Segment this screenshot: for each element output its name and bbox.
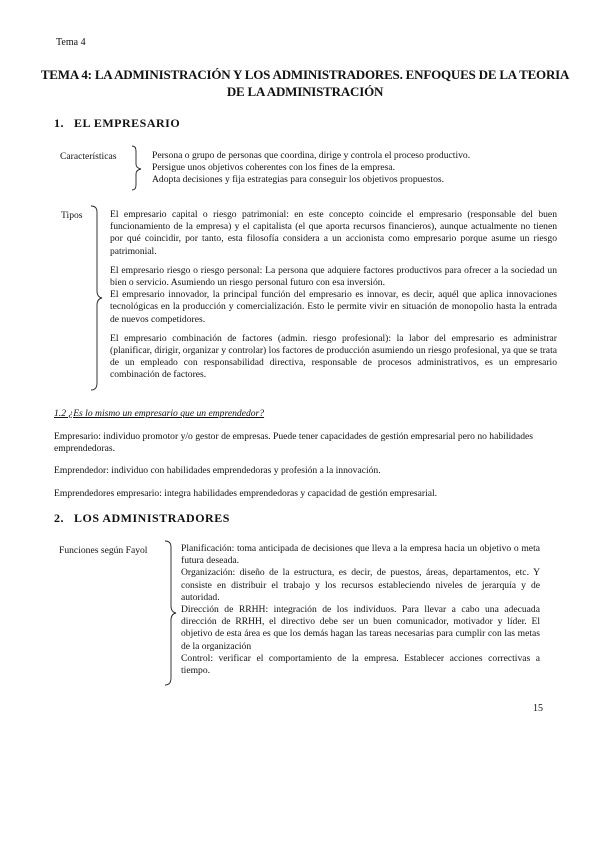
funcion-item: Organización: diseño de la estructura, es decir, de puestos, áreas, departamentos, etc. Y consiste en distribuir el trabajo y los recursos estableciendo niveles de jerarquía y de autoridad. xyxy=(181,567,540,603)
tipos-label: Tipos xyxy=(61,210,83,221)
funcion-item: Dirección de RRHH: integración de los individuos. Para llevar a cabo una adecuada dirección de RRHH, el directivo debe ser un buen comunicador, motivador y líder. El objetivo de esta área es que los demás hagan las tareas necesarias para cumplir con las metas de la organización xyxy=(181,604,540,652)
definicion-empresario xyxy=(54,431,554,455)
section-1-title: EL EMPRESARIO xyxy=(74,116,181,130)
brace-path xyxy=(132,146,141,190)
brace-path xyxy=(165,541,176,685)
caracteristica-item: Persona o grupo de personas que coordina, dirige y controla el proceso productivo. xyxy=(152,150,471,161)
page-number: 15 xyxy=(533,703,543,714)
paragraph: Empresario: individuo promotor y/o gestor de empresas. Puede tener capacidades de gestión empresarial pero no habilidades emprendedoras. xyxy=(54,431,534,455)
tipo-item: El empresario capital o riesgo patrimonial: en este concepto coincide el empresario (responsable del buen funcionamiento de la empresa) y el capitalista (el que aporta recursos financieros), aunque actualmente no tienen por qué coincidir, por tanto, esta filosofía considera a un accionista como empresario porque asume un riesgo patrimonial. xyxy=(110,209,557,257)
subsection-heading: 1.2 ¿Es lo mismo un empresario que un emprendedor? xyxy=(54,408,265,419)
section-2-heading xyxy=(54,512,230,524)
caracteristica-item: Persigue unos objetivos coherentes con los fines de la empresa. xyxy=(152,162,395,174)
paragraph: Emprendedores empresario: integra habilidades emprendedoras y capacidad de gestión empresarial. xyxy=(54,488,438,499)
caracteristicas-list xyxy=(152,150,557,187)
caracteristicas-label: Características xyxy=(60,151,117,162)
funciones-label: Funciones según Fayol xyxy=(59,545,148,556)
brace-path xyxy=(91,206,102,390)
caracteristica-item: Adopta decisiones y fija estrategias para conseguir los objetivos propuestos. xyxy=(152,174,445,186)
tipo-item: El empresario riesgo o riesgo personal: La persona que adquiere factores productivos para ofrecer a la sociedad un bien o servicio. Asumiendo un riesgo personal futuro con esa inversión. xyxy=(110,264,557,289)
funcion-item: Control: verificar el comportamiento de la empresa. Establecer acciones correctivas a tiempo. xyxy=(181,652,540,677)
funcion-item: Planificación: toma anticipada de decisiones que lleva a la empresa hacia un objetivo o meta futura deseada. xyxy=(181,543,540,567)
definicion-emprendedor-empresario xyxy=(54,488,554,500)
caracteristicas-brace xyxy=(130,145,144,191)
tipos-brace xyxy=(88,205,104,391)
tipo-item: El empresario combinación de factores (admin. riesgo profesional): la labor del empresario es administrar (planificar, dirigir, organizar y controlar) los factores de producción asumiendo un riesgo profesional, ya que se trata de un empleado con responsabilidad directiva, responsable de procesos administrativos, es un empresario combinación de factores. xyxy=(110,332,557,381)
tipos-list xyxy=(110,209,557,382)
page-title: TEMA 4: LA ADMINISTRACIÓN Y LOS ADMINISTRADORES. ENFOQUES DE LA TEORIA DE LA ADMINISTRACIÓN xyxy=(40,67,570,99)
paragraph: Emprendedor: individuo con habilidades emprendedoras y profesión a la innovación. xyxy=(54,465,381,476)
running-header: Tema 4 xyxy=(56,37,86,48)
funciones-brace xyxy=(162,540,178,686)
tipo-item: El empresario innovador, la principal función del empresario es innovar, es decir, aquél que aplica innovaciones tecnológicas en la producción y comercialización. Esto le permite vivir en situación de monopolio hasta la entrada de nuevos competidores. xyxy=(110,289,557,325)
definicion-emprendedor xyxy=(54,465,554,477)
section-1-number: 1. xyxy=(54,116,64,130)
section-1-heading xyxy=(54,117,180,129)
section-2-title: LOS ADMINISTRADORES xyxy=(74,511,230,525)
section-2-number: 2. xyxy=(54,511,64,525)
funciones-list xyxy=(181,543,540,677)
